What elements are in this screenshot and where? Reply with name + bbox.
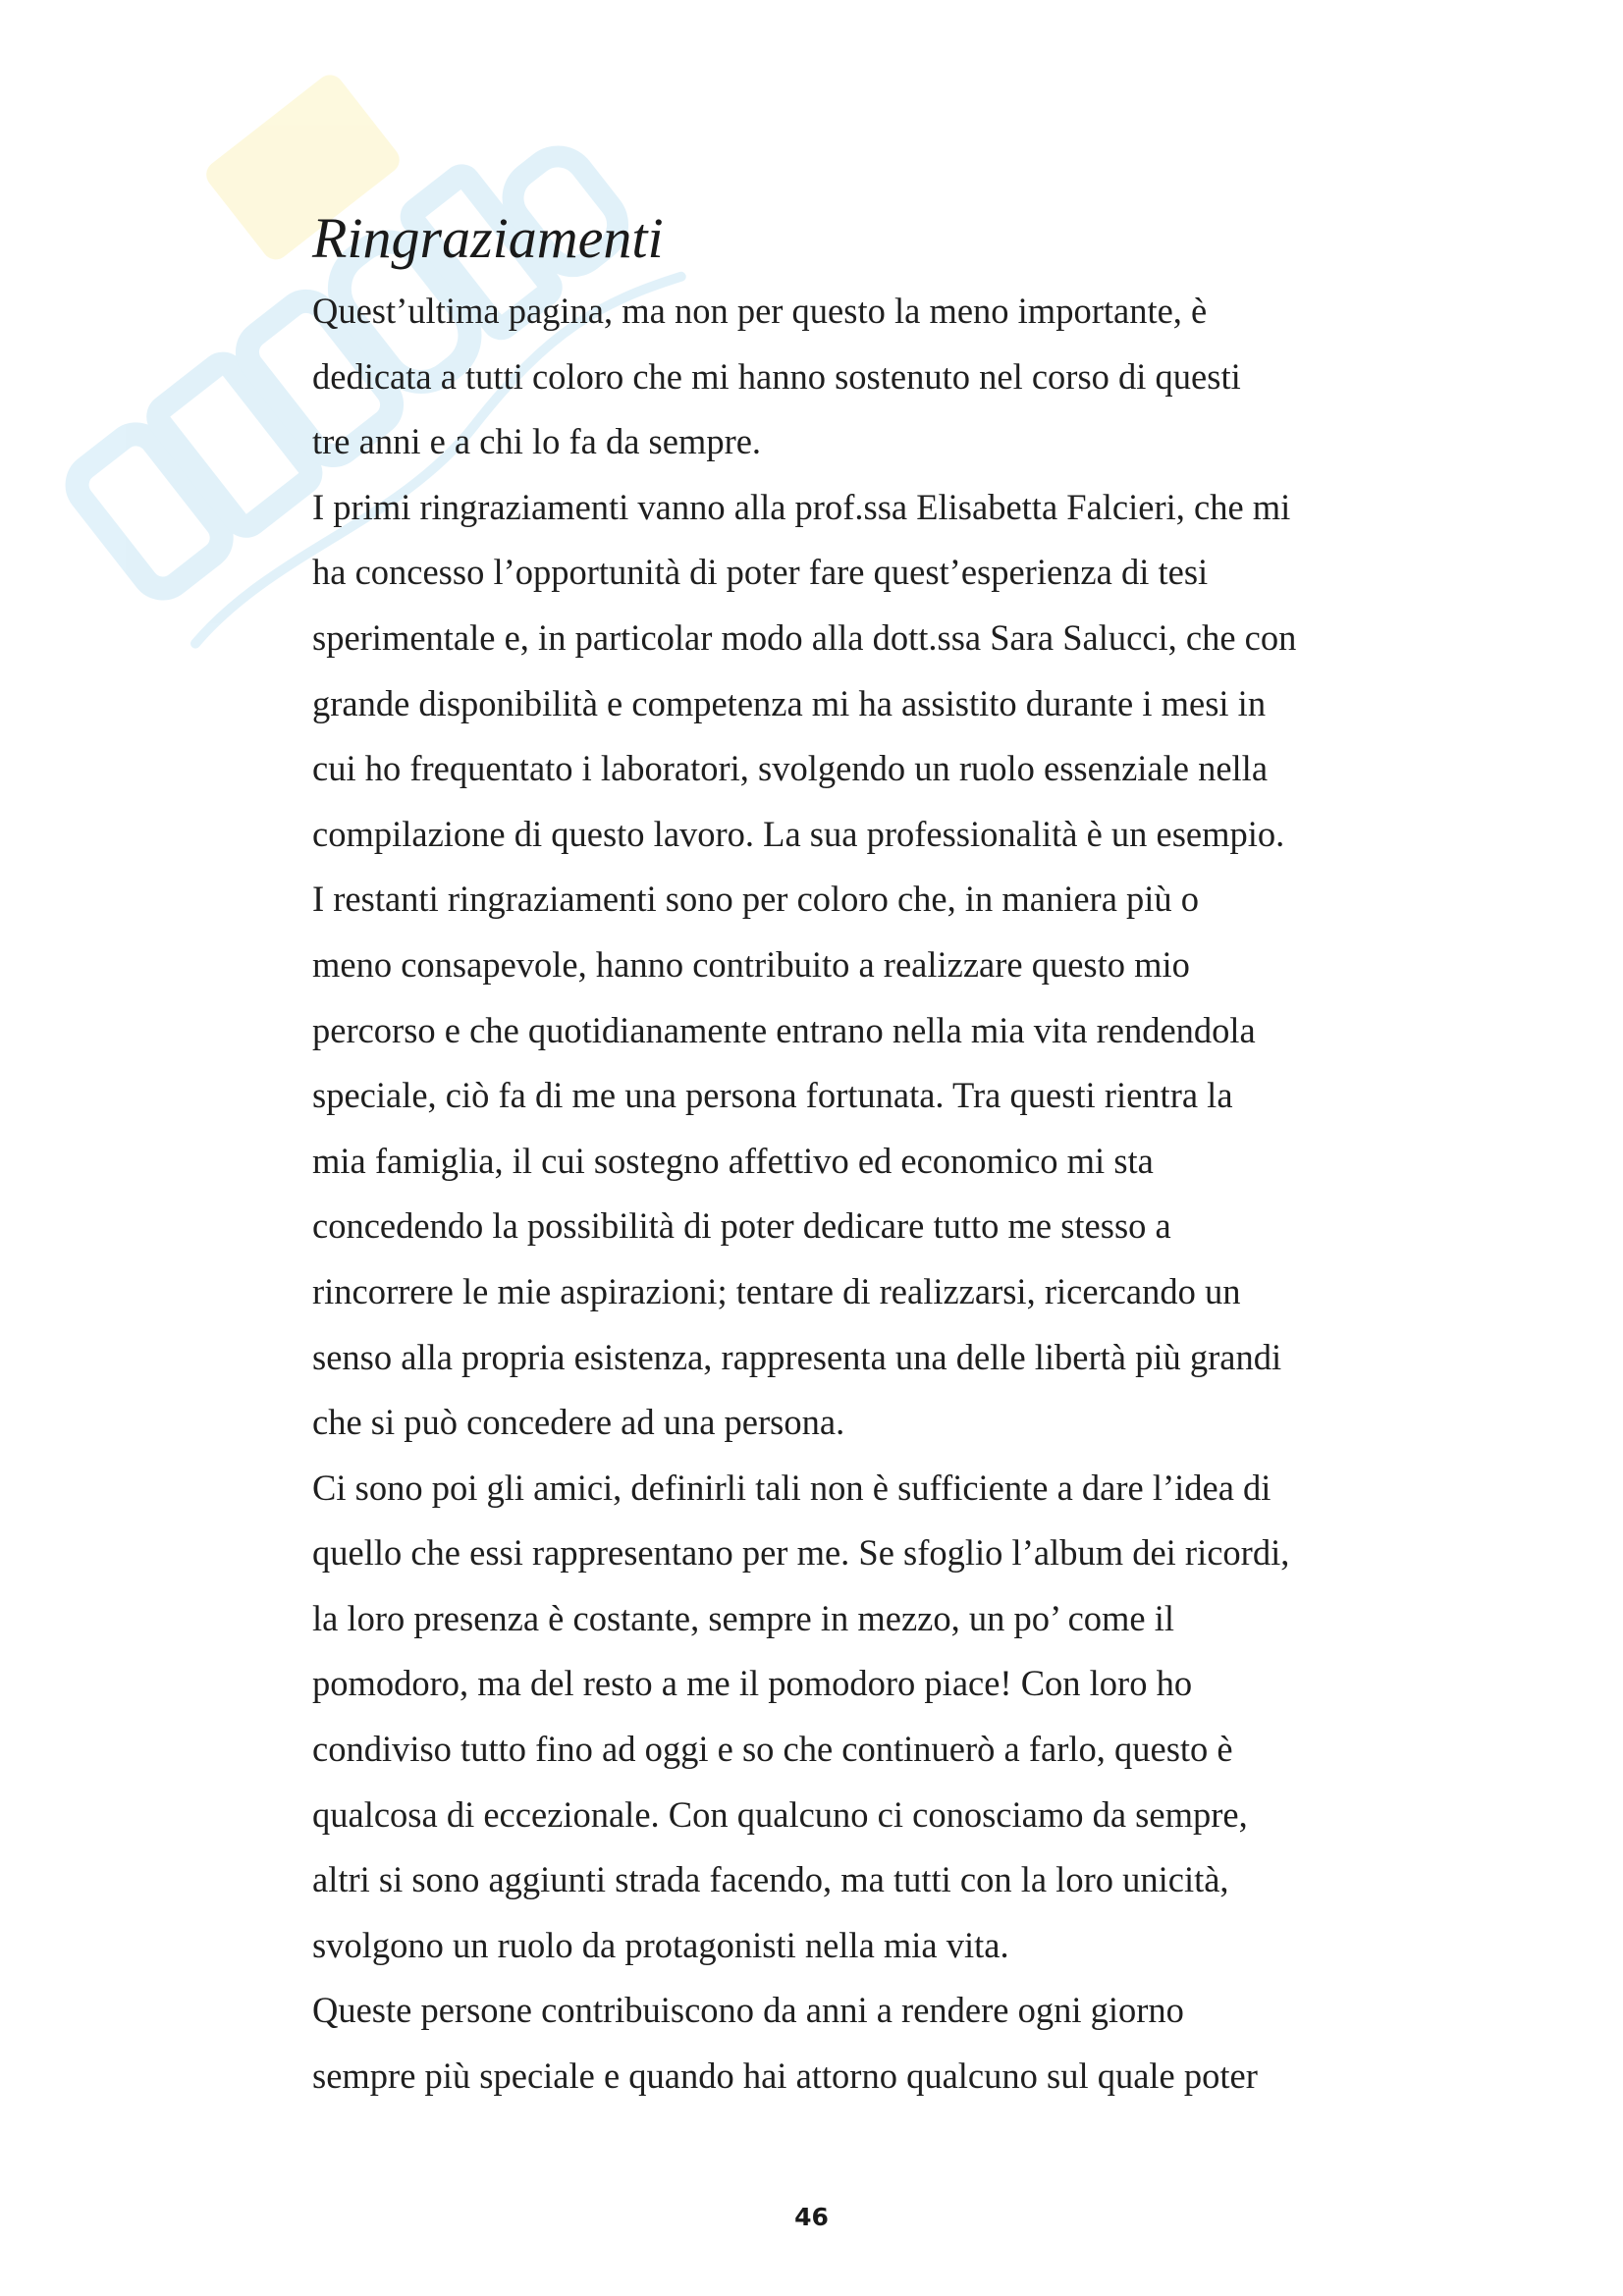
watermark-letter-s: [69, 425, 231, 597]
text-line: quello che essi rappresentano per me. Se sfoglio l’album dei ricordi,: [312, 1532, 1290, 1574]
text-line: sperimentale e, in particolar modo alla dott.ssa Sara Salucci, che con: [312, 616, 1297, 658]
text-line: senso alla propria esistenza, rappresenta una delle libertà più grandi: [312, 1336, 1282, 1377]
text-line: condiviso tutto fino ad oggi e so che continuerò a farlo, questo è: [312, 1729, 1233, 1770]
text-line: altri si sono aggiunti strada facendo, ma tutti con la loro unicità,: [312, 1859, 1229, 1900]
text-line: grande disponibilità e competenza mi ha assistito durante i mesi in: [312, 682, 1267, 723]
document-body: [312, 204, 1373, 2109]
text-line: meno consapevole, hanno contribuito a realizzare questo mio: [312, 943, 1190, 985]
text-line: la loro presenza è costante, sempre in mezzo, un po’ come il: [312, 1597, 1175, 1638]
text-line: che si può concedere ad una persona.: [312, 1402, 845, 1443]
text-line: percorso e che quotidianamente entrano nella mia vita rendendola: [312, 1009, 1256, 1050]
text-line: speciale, ciò fa di me una persona fortunata. Tra questi rientra la: [312, 1075, 1233, 1116]
text-line: sempre più speciale e quando hai attorno qualcuno sul quale poter: [312, 2056, 1258, 2097]
watermark-letter-k: [153, 359, 315, 531]
text-line: Quest’ultima pagina, ma non per questo la meno importante, è: [312, 291, 1208, 331]
page-number: 46: [794, 2203, 829, 2231]
text-line: tre anni e a chi lo fa da sempre.: [312, 421, 762, 462]
text-line: mia famiglia, il cui sostegno affettivo ed economico mi sta: [312, 1140, 1154, 1181]
text-line: pomodoro, ma del resto a me il pomodoro piace! Con loro ho: [312, 1663, 1193, 1704]
text-line: Ci sono poi gli amici, definirli tali non è sufficiente a dare l’idea di: [312, 1467, 1271, 1508]
text-line: I restanti ringraziamenti sono per coloro che, in maniera più o: [312, 879, 1200, 920]
text-line: ha concesso l’opportunità di poter fare quest’esperienza di tesi: [312, 552, 1209, 593]
text-line: qualcosa di eccezionale. Con qualcuno ci conosciamo da sempre,: [312, 1793, 1248, 1835]
text-line: Queste persone contribuiscono da anni a rendere ogni giorno: [312, 1990, 1184, 2031]
paragraph-text: [312, 279, 1373, 2109]
text-line: dedicata a tutti coloro che mi hanno sostenuto nel corso di questi: [312, 355, 1241, 397]
page-title: Ringraziamenti: [312, 206, 664, 270]
text-line: I primi ringraziamenti vanno alla prof.ssa Elisabetta Falcieri, che mi: [312, 486, 1291, 527]
text-line: cui ho frequentato i laboratori, svolgendo un ruolo essenziale nella: [312, 748, 1269, 789]
text-line: rincorrere le mie aspirazioni; tentare di realizzarsi, ricercando un: [312, 1270, 1241, 1311]
text-line: compilazione di questo lavoro. La sua professionalità è un esempio.: [312, 813, 1285, 854]
text-line: svolgono un ruolo da protagonisti nella mia vita.: [312, 1924, 1009, 1965]
text-line: concedendo la possibilità di poter dedicare tutto me stesso a: [312, 1205, 1171, 1247]
